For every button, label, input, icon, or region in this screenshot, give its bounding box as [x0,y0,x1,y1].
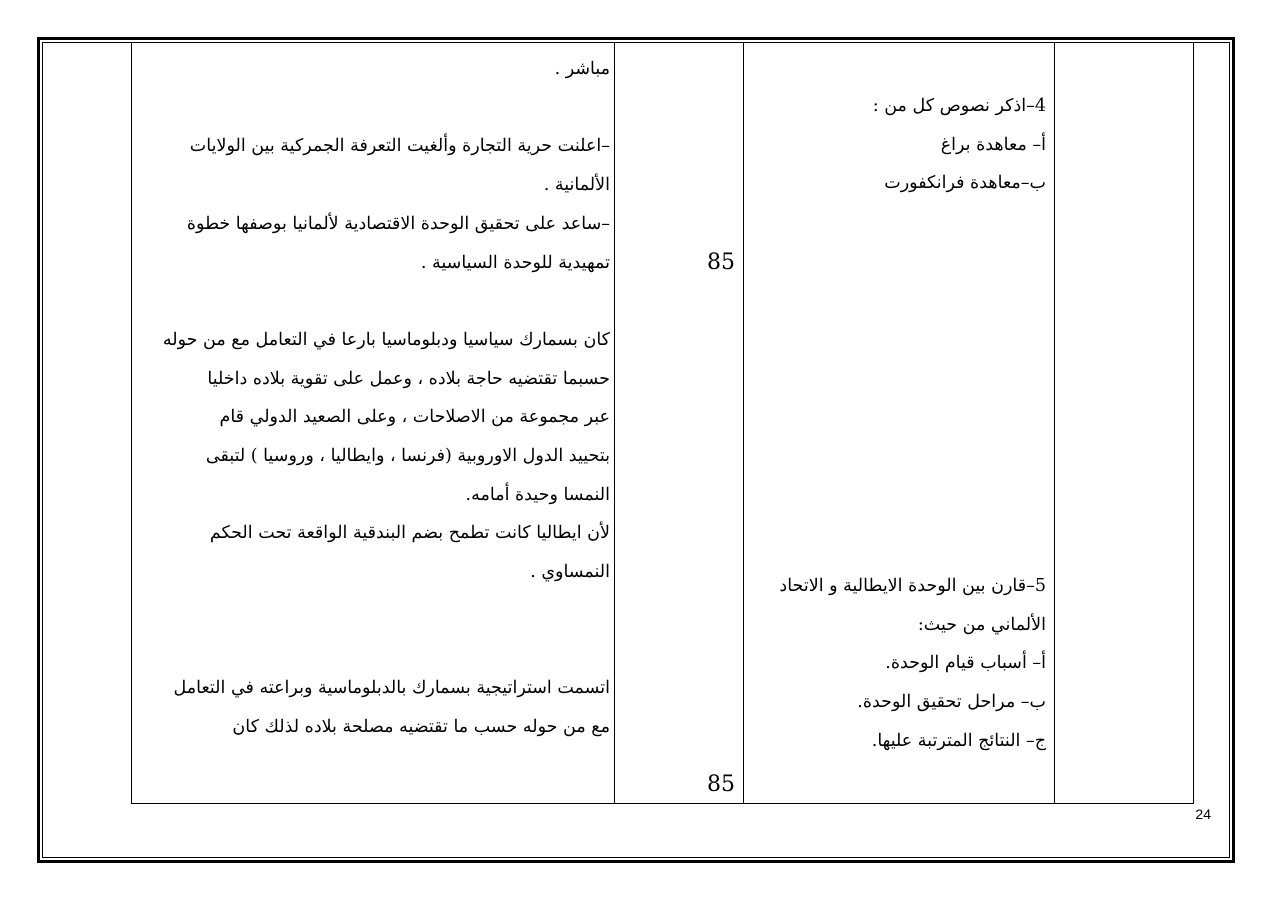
mark-value: 85 [707,250,735,275]
question-line: ج– النتائج المترتبة عليها. [871,730,1046,751]
mark-value: 85 [707,772,735,797]
answer-line: تمهيدية للوحدة السياسية . [420,252,610,273]
question-line: أ– أسباب قيام الوحدة. [885,653,1046,674]
answer-line: بتحييد الدول الاوروبية (فرنسا ، وايطاليا ، وروسيا ) لتبقى [205,446,610,466]
question-line: 4–اذكر نصوص كل من : [872,96,1046,116]
table-left-border [131,42,132,804]
answer-line: عبر مجموعة من الاصلاحات ، وعلى الصعيد الدولي قام [219,407,610,428]
answer-line: النمساوي . [530,562,610,583]
answer-line: مباشر . [554,59,610,79]
answer-line: –اعلنت حرية التجارة وألغيت التعرفة الجمركية بين الولايات [189,136,610,157]
answer-line: مع من حوله حسب ما تقتضيه مصلحة بلاده لذلك كان [232,716,610,737]
questions-column-divider [1054,42,1055,804]
answer-line: كان بسمارك سياسيا ودبلوماسيا بارعا في التعامل مع من حوله [162,329,610,350]
marks-column-divider [743,42,744,804]
answer-line: اتسمت استراتيجية بسمارك بالدبلوماسية وبراعته في التعامل [173,678,610,699]
question-line: 5–قارن بين الوحدة الايطالية و الاتحاد [779,576,1046,596]
question-line: ب– مراحل تحقيق الوحدة. [857,692,1046,713]
answers-column [140,50,610,747]
answer-line: الألمانية . [543,175,610,196]
table-bottom-border [131,803,1194,804]
answer-line: –ساعد على تحقيق الوحدة الاقتصادية لألمانيا بوصفها خطوة [186,213,610,234]
answer-line: لأن ايطاليا كانت تطمح بضم البندقية الواقعة تحت الحكم [209,523,610,544]
page-number: 24 [1195,806,1211,822]
answer-line: النمسا وحيدة أمامه. [465,484,610,505]
question-5 [756,567,1046,761]
question-line: ب–معاهدة فرانكفورت [884,173,1046,194]
table-right-border [1193,42,1194,804]
question-line: الألماني من حيث: [917,614,1046,635]
answer-line: حسبما تقتضيه حاجة بلاده ، وعمل على تقوية بلاده داخليا [207,368,610,389]
question-line: أ– معاهدة براغ [940,134,1046,155]
answers-column-divider [614,42,615,804]
question-4 [756,87,1046,203]
